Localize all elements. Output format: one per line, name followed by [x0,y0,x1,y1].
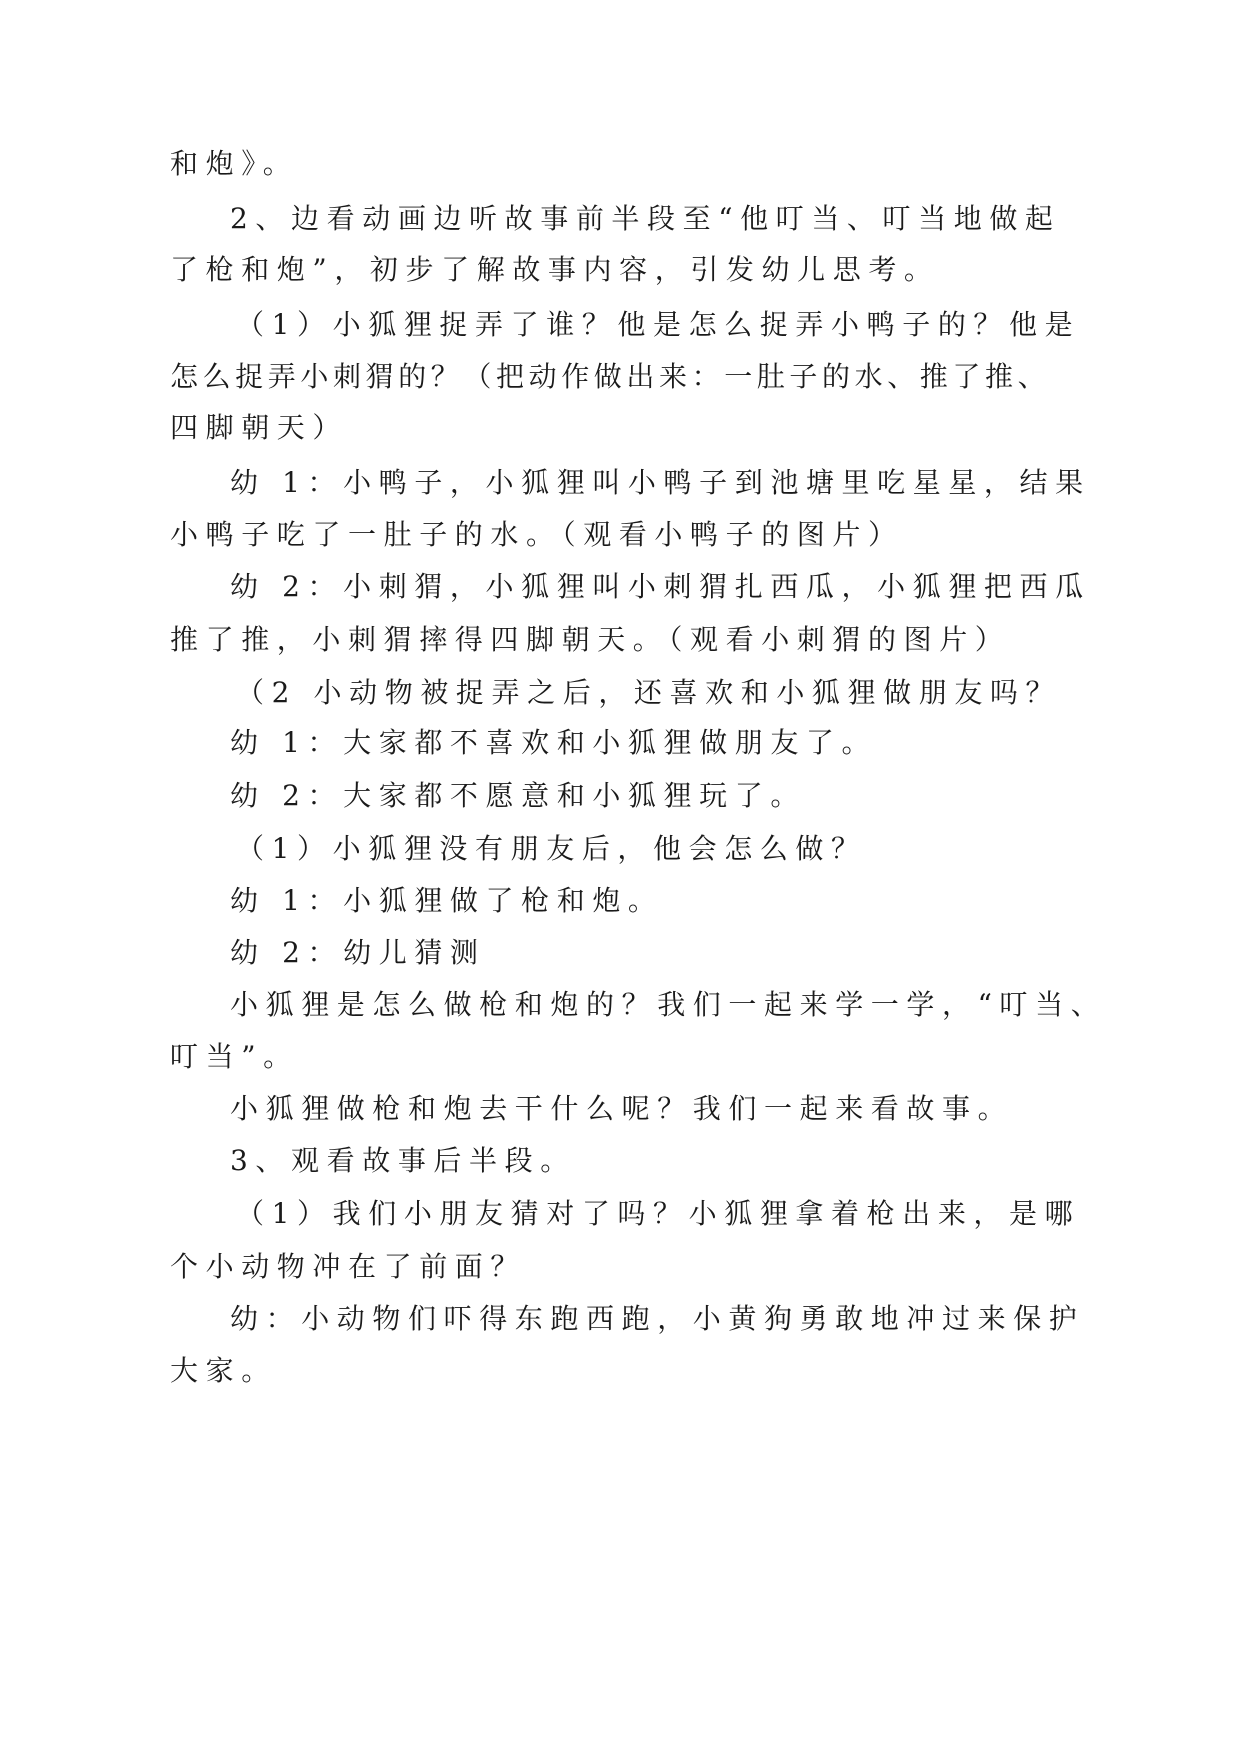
text-line: 叮当”。 [170,1040,299,1073]
text-line: 幼：小动物们吓得东跑西跑，小黄狗勇敢地冲过来保护 [230,1302,1085,1335]
text-line: 大家。 [170,1354,277,1387]
text-line: （1）小狐狸没有朋友后，他会怎么做？ [236,832,867,865]
text-line: （1）我们小朋友猜对了吗？小狐狸拿着枪出来，是哪 [236,1197,1081,1230]
text-line: 四脚朝天） [170,411,349,444]
text-line: 了枪和炮”，初步了解故事内容，引发幼儿思考。 [170,253,940,286]
text-line: 幼 2：幼儿猜测 [230,936,486,969]
text-line: 个小动物冲在了前面？ [170,1250,527,1283]
text-line: 小鸭子吃了一肚子的水。（观看小鸭子的图片） [170,518,904,551]
text-line: 幼 2：大家都不愿意和小狐狸玩了。 [230,779,806,812]
text-line: 3、观看故事后半段。 [230,1144,576,1177]
text-line: 幼 1：小狐狸做了枪和炮。 [230,884,664,917]
text-line: 和炮》。 [170,147,299,180]
text-line: （1）小狐狸捉弄了谁？他是怎么捉弄小鸭子的？他是 [236,308,1081,341]
text-line: 幼 1：小鸭子，小狐狸叫小鸭子到池塘里吃星星，结果 [230,466,1091,499]
text-line: 怎么捉弄小刺猬的？（把动作做出来：一肚子的水、推了推、 [170,360,1051,393]
text-line: 小狐狸做枪和炮去干什么呢？我们一起来看故事。 [230,1092,1014,1125]
text-line: 幼 1：大家都不喜欢和小狐狸做朋友了。 [230,726,878,759]
text-line: 推了推，小刺猬摔得四脚朝天。（观看小刺猬的图片） [170,623,1011,656]
text-line: （2 小动物被捉弄之后，还喜欢和小狐狸做朋友吗？ [236,676,1062,709]
text-line: 2、边看动画边听故事前半段至“他叮当、叮当地做起 [230,202,1061,235]
text-line: 幼 2：小刺猬，小狐狸叫小刺猬扎西瓜，小狐狸把西瓜 [230,570,1091,603]
text-line: 小狐狸是怎么做枪和炮的？我们一起来学一学，“叮当、 [230,988,1107,1021]
